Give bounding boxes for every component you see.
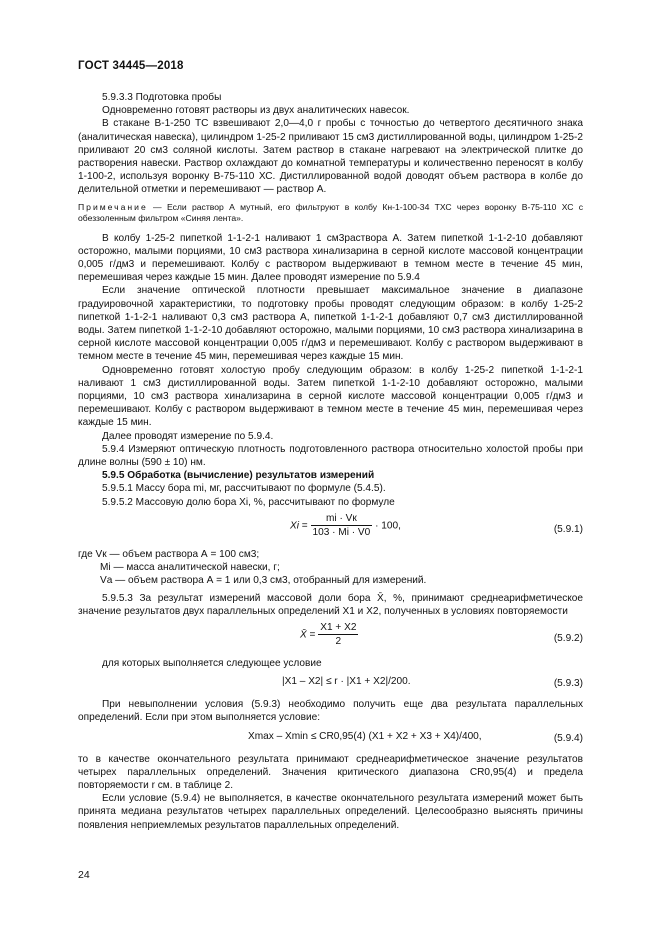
formula-lhs: Xi — [290, 520, 299, 532]
paragraph: 5.9.5.2 Массовую долю бора Xi, %, рассчитывают по формуле — [102, 496, 395, 508]
formula-number: (5.9.4) — [553, 732, 583, 744]
formula-number: (5.9.2) — [553, 632, 583, 644]
paragraph: 5.9.4 Измеряют оптическую плотность подготовленного раствора относительно холостой пробы при длине волны (590 ± 10) нм. — [78, 443, 583, 469]
formula-body: |X1 – X2| ≤ r · |X1 + X2|/200. — [282, 676, 411, 688]
paragraph: 5.9.5.3 За результат измерений массовой доли бора X̄, %, принимают среднеарифметическое значение результатов двух параллельных определений X1 и X2, полученных в условиях повторяемости — [78, 592, 583, 617]
formula-fraction — [311, 512, 373, 539]
formula-numerator: X1 + X2 — [318, 621, 358, 635]
formula-5-9-1: Xi = $\frac{mi \cdot Vк}{103 \cdot Mi \cdot V0}$ · 100, (5.9.1) — [290, 512, 583, 539]
section-title-5933: 5.9.3.3 Подготовка пробы — [102, 92, 222, 103]
paragraph: При невыполнении условия (5.9.3) необходимо получить еще два результата параллельных определений. Если при этом выполняется условие: — [78, 699, 583, 724]
paragraph: В стакане В-1-250 ТС взвешивают 2,0—4,0 г пробы с точностью до четвертого десятичного знака (аналитическая навеска), цилиндром 1-25-2 приливают 15 см3 дистиллированной воды, цилиндром 1-25-2 приливают 20 см3 соляной кислоты. Затем раствор в стакане нагревают на электрической плитке до растворения навески. Раствор охлаждают до комнатной температуры и количественно переносят в колбу 1-100-2, используя воронку В-75-110 ХС. Дистиллированной водой доводят объем раствора в колбе до делительной отметки и перемешивают — раствор А. — [78, 118, 583, 196]
paragraph: Одновременно готовят холостую пробу следующим образом: в колбу 1-25-2 пипеткой 1-1-2-1 наливают 1 см3 дистиллированной воды. Затем пипеткой 1-1-2-10 добавляют осторожно, малыми порциями, 10 см3 раствора хинализарина в серной кислоте массовой концентрации 0,005 г/дм3 и перемешивают. Колбу с раствором выдерживают в темном месте в течение 45 мин, перемешивая через каждые 15 мин. — [78, 364, 583, 429]
variable-definitions — [78, 548, 583, 588]
formula-numerator: mi · Vк — [311, 512, 373, 526]
note-label: Примечание — [78, 201, 148, 212]
formula-tail: · 100, — [375, 520, 401, 532]
page-number: 24 — [78, 869, 90, 881]
paragraph: Далее проводят измерение по 5.9.4. — [102, 430, 274, 442]
formula-lhs: X̄ — [300, 629, 307, 641]
document-header: ГОСТ 34445—2018 — [78, 60, 184, 72]
formula-number: (5.9.3) — [553, 678, 583, 690]
formula-fraction — [318, 621, 358, 648]
formula-5-9-4 — [78, 730, 583, 748]
definition: Vа — объем раствора А = 1 или 0,3 см3, отобранный для измерений. — [100, 575, 427, 587]
formula-denominator: 103 · Mi · V0 — [312, 527, 371, 539]
formula-5-9-2: X̄ = $\frac{X1 + X2}{2}$ (5.9.2) — [300, 621, 583, 648]
note-text: — Если раствор А мутный, его фильтруют в колбу Кн-1-100-34 ТХС через воронку В-75-110 ХС с обеззоленным фильтром «Синяя лента». — [78, 201, 583, 224]
paragraph: Одновременно готовят растворы из двух аналитических навесок. — [102, 105, 410, 117]
paragraph: то в качестве окончательного результата принимают среднеарифметическое значение результатов четырех параллельных определений. Значения критического диапазона CR0,95(4) и предела повторяемости r см. в таблице 2. — [78, 753, 583, 791]
paragraph: Если условие (5.9.4) не выполняется, в качестве окончательного результата измерений может быть принята медиана результатов четырех параллельных определений. Целесообразно выяснять причины появления неприемлемых результатов параллельных определений. — [78, 793, 583, 831]
paragraph: В колбу 1-25-2 пипеткой 1-1-2-1 наливают 1 см3раствора А. Затем пипеткой 1-1-2-10 добавляют осторожно, малыми порциями, 10 см3 раствора хинализарина в серной кислоте массовой концентрации 0,005 г/дм3 и перемешивают. Колбу с раствором выдерживают в темном месте в течение 45 мин, перемешивая через каждые 15 мин. Далее проводят измерение по 5.9.4 — [78, 232, 583, 284]
formula-denominator: 2 — [335, 636, 342, 648]
paragraph: 5.9.5.1 Массу бора mi, мг, рассчитывают по формуле (5.4.5). — [102, 483, 386, 495]
formula-body: Xmax – Xmin ≤ CR0,95(4) (X1 + X2 + X3 + X4)/400, — [248, 730, 482, 742]
document-body — [78, 91, 583, 832]
paragraph: Если значение оптической плотности превышает максимальное значение в диапазоне градуировочной характеристики, то подготовку пробы проводят следующим образом: в колбу 1-25-2 пипеткой 1-1-2-1 наливают 0,3 см3 раствора А, пипеткой 1-1-2-1 добавляют 0,7 см3 дистиллированной воды. Затем пипеткой 1-1-2-10 добавляют осторожно, малыми порциями, 10 см3 раствора хинализарина в серной кислоте массовой концентрации 0,005 г/дм3 и перемешивают. Колбу с раствором выдерживают в темном месте в течение 45 мин, перемешивая через каждые 15 мин. — [78, 285, 583, 363]
definition: Mi — масса аналитической навески, г; — [100, 562, 280, 574]
paragraph: для которых выполняется следующее условие — [102, 657, 322, 669]
formula-5-9-3 — [78, 675, 583, 693]
definition: где Vк — объем раствора А = 100 см3; — [78, 548, 260, 560]
section-title-595: 5.9.5 Обработка (вычисление) результатов измерений — [102, 470, 375, 482]
formula-number: (5.9.1) — [553, 523, 583, 535]
note — [78, 202, 583, 225]
